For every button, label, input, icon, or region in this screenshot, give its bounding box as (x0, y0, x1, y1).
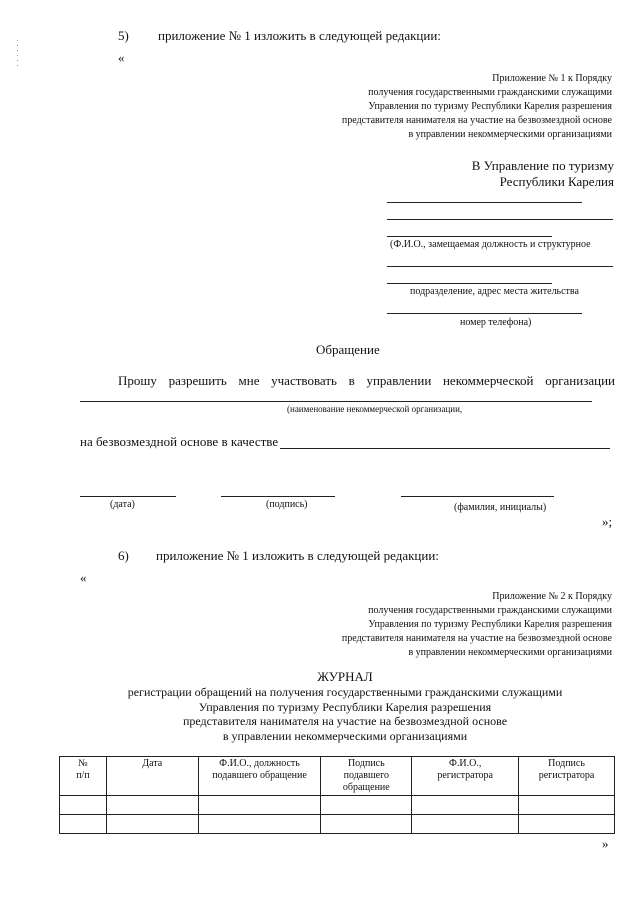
appendix1-close-quote: »; (602, 514, 613, 529)
capacity-line (280, 448, 610, 449)
journal-title: ЖУРНАЛ (317, 669, 373, 684)
appendix2-heading-line: получения государственными гражданскими служащими (368, 605, 612, 616)
appendix2-heading-line: Управления по туризму Республики Карелия разрешения (368, 619, 612, 630)
table-row (60, 815, 615, 834)
margin-marks (17, 40, 18, 70)
name-line (401, 496, 554, 497)
header-applicant: Ф.И.О., должность подавшего обращение (198, 757, 321, 796)
journal-table (59, 756, 615, 834)
journal-subtitle-line: представителя нанимателя на участие на безвозмездной основе (182, 714, 508, 728)
caption-name: (фамилия, инициалы) (454, 502, 547, 513)
capacity-label: на безвозмездной основе в качестве (80, 434, 279, 449)
item6-number: 6) (118, 548, 129, 563)
caption-address: подразделение, адрес места жительства (410, 286, 579, 297)
blank-line (387, 313, 582, 314)
appendix1-heading (252, 72, 612, 142)
addressee-line: Республики Карелия (499, 174, 614, 189)
item5-text: приложение № 1 изложить в следующей редакции: (158, 28, 441, 43)
item6-text: приложение № 1 изложить в следующей редакции: (156, 548, 439, 563)
appendix1-heading-line: Приложение № 1 к Порядку (492, 73, 612, 84)
appeal-body: Прошу разрешить мне участвовать в управлении некоммерческой организации (118, 373, 615, 388)
appendix2-heading-line: представителя нанимателя на участие на безвозмездной основе (341, 633, 612, 644)
appendix2-heading-line: в управлении некоммерческими организациями (408, 647, 612, 658)
journal-subtitle-line: регистрации обращений на получения государственными гражданскими служащими (127, 685, 563, 699)
addressee-line: В Управление по туризму (471, 158, 614, 173)
appeal-title: Обращение (316, 342, 380, 357)
addressee (414, 158, 614, 190)
caption-org: (наименование некоммерческой организации, (287, 404, 463, 414)
item5-number: 5) (118, 28, 129, 43)
appendix2-heading (252, 590, 612, 660)
journal-subtitle-line: в управлении некоммерческими организациями (222, 728, 468, 743)
caption-date: (дата) (110, 499, 135, 510)
header-number: № п/п (60, 757, 107, 796)
appendix1-heading-line: представителя нанимателя на участие на безвозмездной основе (341, 115, 612, 126)
blank-line (387, 236, 552, 237)
appendix1-heading-line: Управления по туризму Республики Карелия разрешения (368, 101, 612, 112)
blank-line (387, 202, 582, 203)
blank-line (387, 283, 552, 284)
date-line (80, 496, 176, 497)
journal-heading (80, 669, 610, 743)
blank-line (387, 219, 613, 220)
caption-sign: (подпись) (266, 499, 308, 510)
header-applicant-signature: Подпись подавшего обращение (321, 757, 412, 796)
appendix2-close-quote: » (602, 836, 609, 851)
table-row (60, 796, 615, 815)
appendix1-heading-line: в управлении некоммерческими организациями (408, 129, 612, 140)
caption-phone: номер телефона) (460, 317, 532, 328)
item5-open-quote: « (118, 50, 125, 65)
blank-line (387, 266, 613, 267)
journal-subtitle-line: Управления по туризму Республики Карелия разрешения (198, 699, 492, 714)
table-header-row (60, 757, 615, 796)
org-name-line (80, 401, 592, 402)
appendix1-heading-line: получения государственными гражданскими служащими (368, 87, 612, 98)
item6-open-quote: « (80, 570, 87, 585)
header-date: Дата (106, 757, 198, 796)
sign-line (221, 496, 335, 497)
caption-fio: (Ф.И.О., замещаемая должность и структурное (390, 239, 591, 250)
header-registrar: Ф.И.О., регистратора (412, 757, 519, 796)
appendix2-heading-line: Приложение № 2 к Порядку (492, 591, 612, 602)
header-registrar-signature: Подпись регистратора (519, 757, 615, 796)
